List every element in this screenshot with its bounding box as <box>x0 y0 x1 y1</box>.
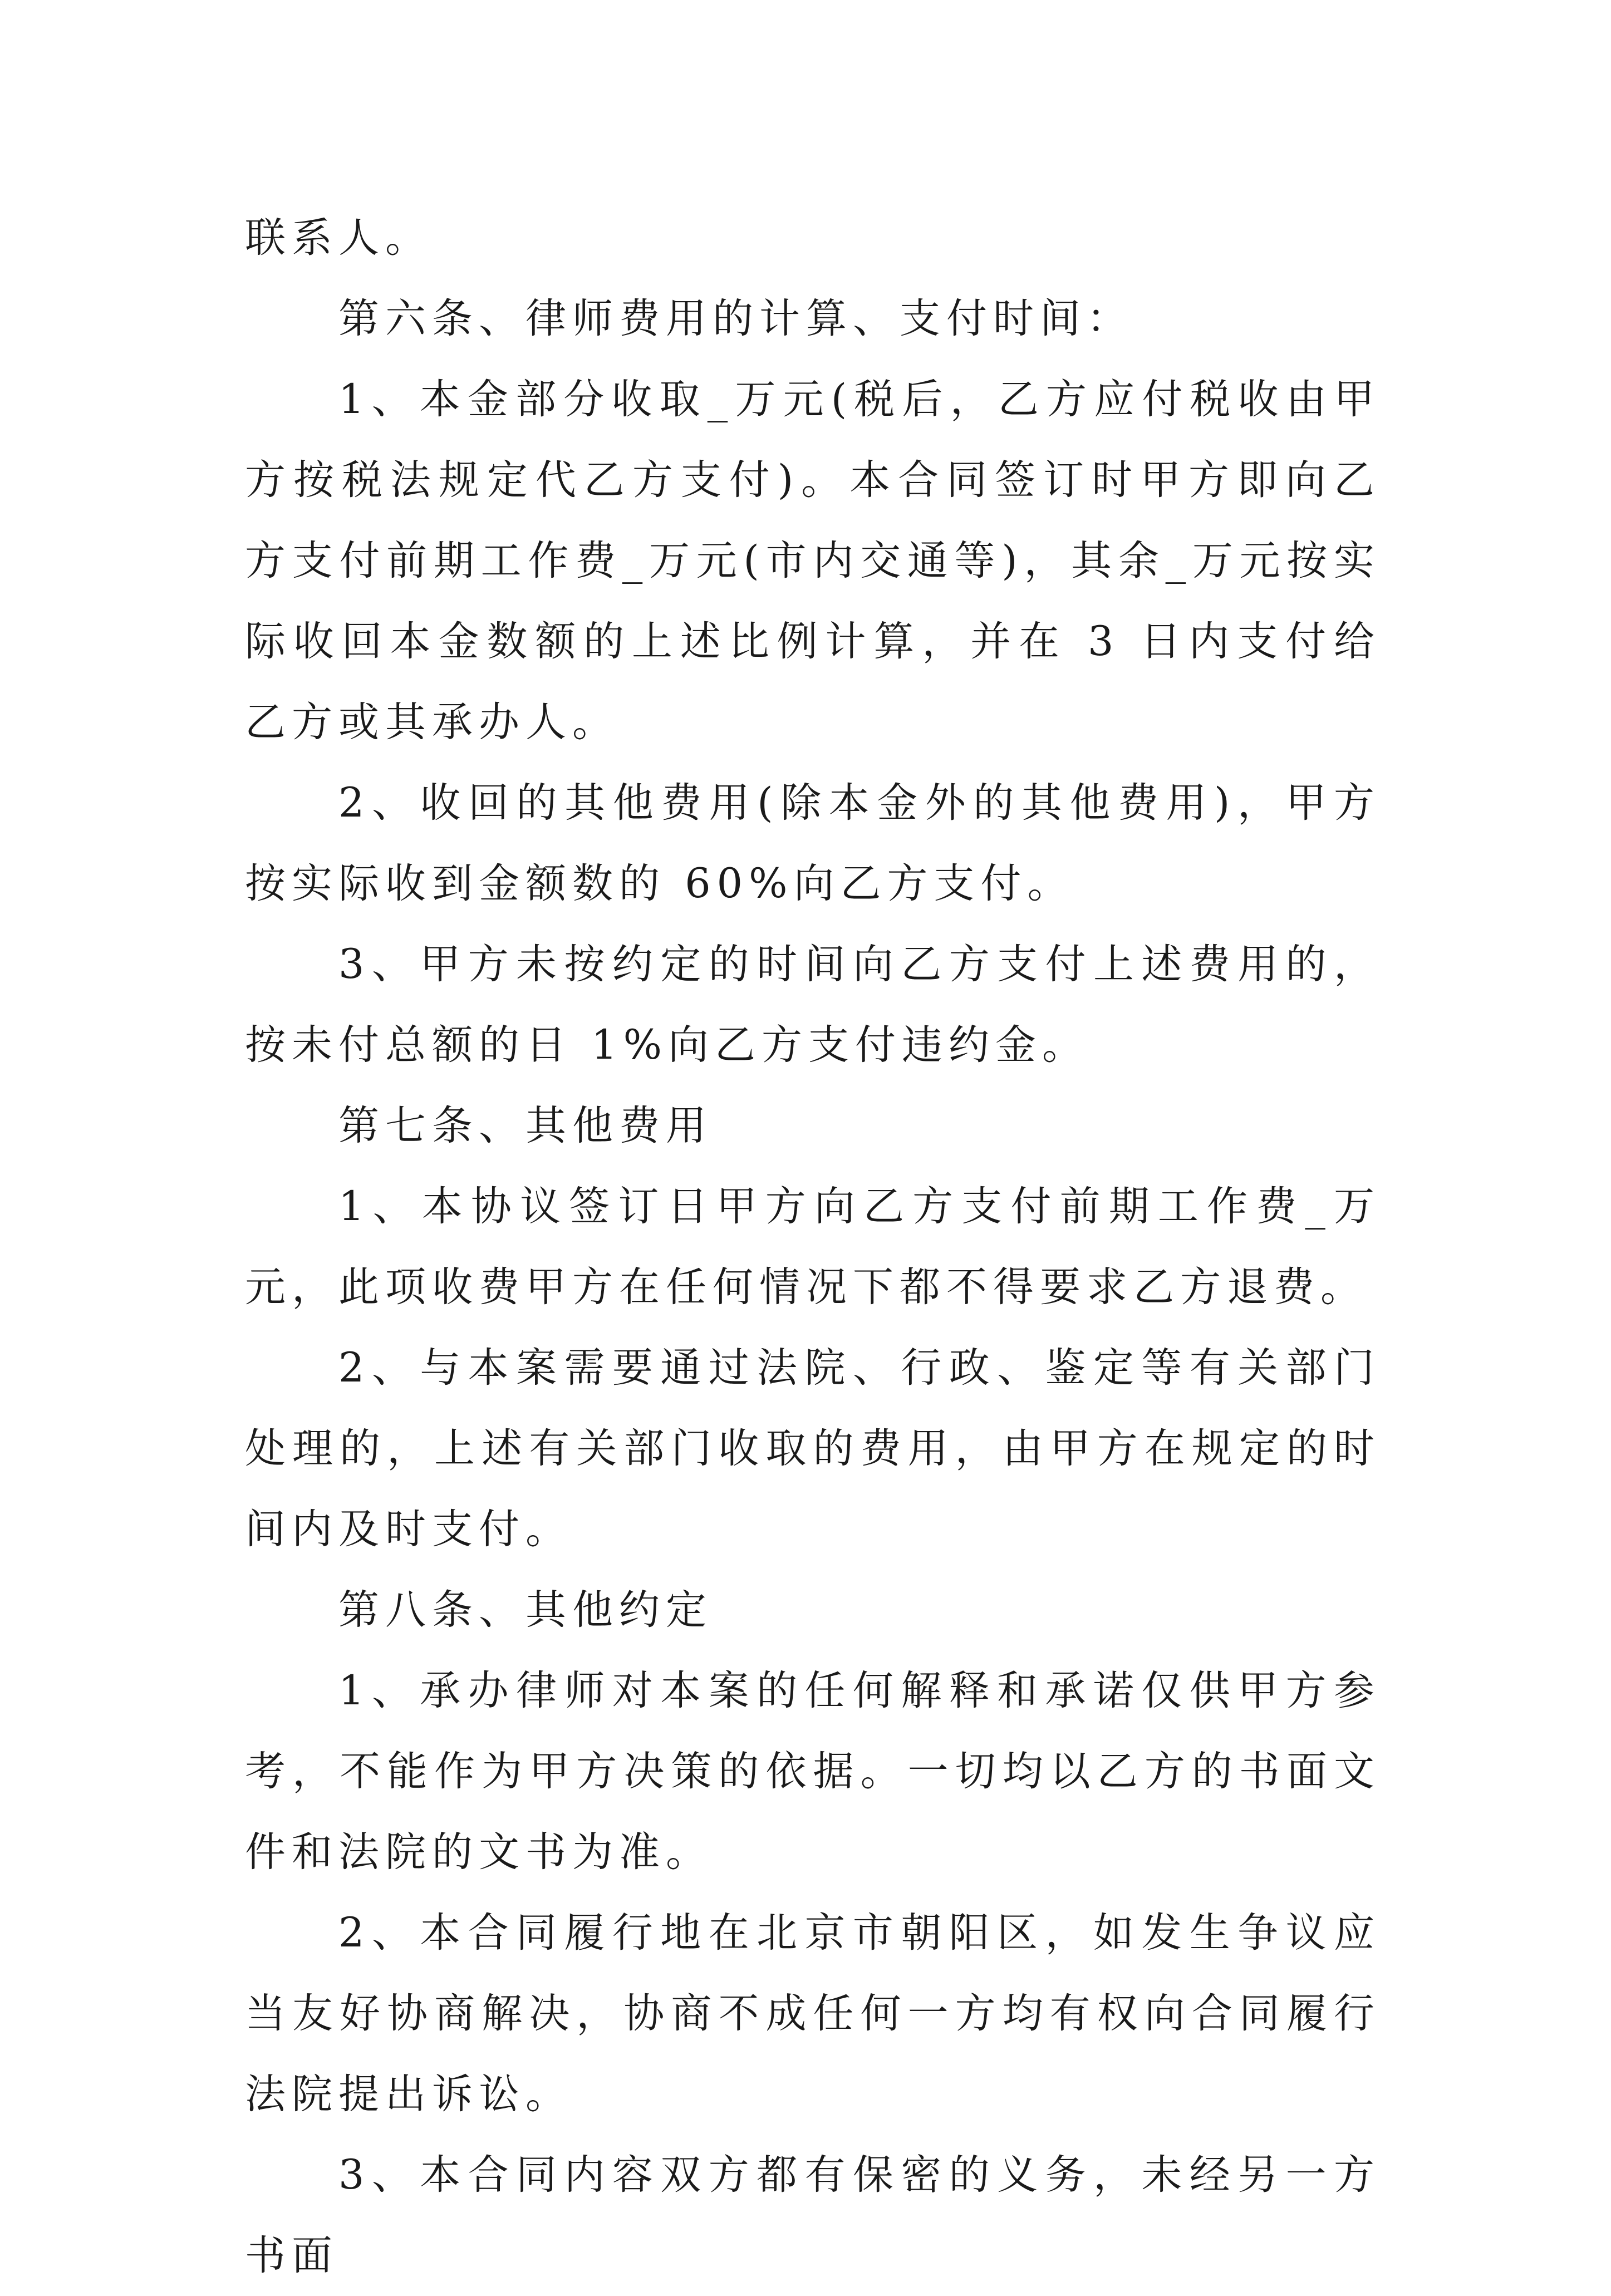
document-body <box>245 198 1381 2296</box>
paragraph-article-6-item-3: 3、甲方未按约定的时间向乙方支付上述费用的，按未付总额的日 1%向乙方支付违约金。 <box>245 941 1381 1069</box>
paragraph-contact-continuation: 联系人。 <box>245 214 432 262</box>
paragraph-article-7-item-1: 1、本协议签订日甲方向乙方支付前期工作费_万元，此项收费甲方在任何情况下都不得要求乙方退费。 <box>245 1183 1381 1311</box>
heading-article-7: 第七条、其他费用 <box>338 1102 713 1149</box>
paragraph-article-6-item-2: 2、收回的其他费用(除本金外的其他费用)，甲方按实际收到金额数的 60%向乙方支付。 <box>245 779 1381 907</box>
paragraph-article-8-item-3: 3、本合同内容双方都有保密的义务，未经另一方书面 <box>245 2151 1381 2279</box>
paragraph-article-8-item-1: 1、承办律师对本案的任何解释和承诺仅供甲方参考，不能作为甲方决策的依据。一切均以乙方的书面文件和法院的文书为准。 <box>245 1667 1381 1876</box>
heading-article-8: 第八条、其他约定 <box>338 1586 713 1634</box>
paragraph-article-7-item-2: 2、与本案需要通过法院、行政、鉴定等有关部门处理的，上述有关部门收取的费用，由甲方在规定的时间内及时支付。 <box>245 1344 1381 1553</box>
paragraph-article-8-item-2: 2、本合同履行地在北京市朝阳区，如发生争议应当友好协商解决，协商不成任何一方均有权向合同履行法院提出诉讼。 <box>245 1909 1381 2118</box>
paragraph-article-6-item-1: 1、本金部分收取_万元(税后，乙方应付税收由甲方按税法规定代乙方支付)。本合同签订时甲方即向乙方支付前期工作费_万元(市内交通等)，其余_万元按实际收回本金数额的上述比例计算，并在 3 日内支付给乙方或其承办人。 <box>245 376 1381 746</box>
heading-article-6: 第六条、律师费用的计算、支付时间： <box>338 295 1133 342</box>
